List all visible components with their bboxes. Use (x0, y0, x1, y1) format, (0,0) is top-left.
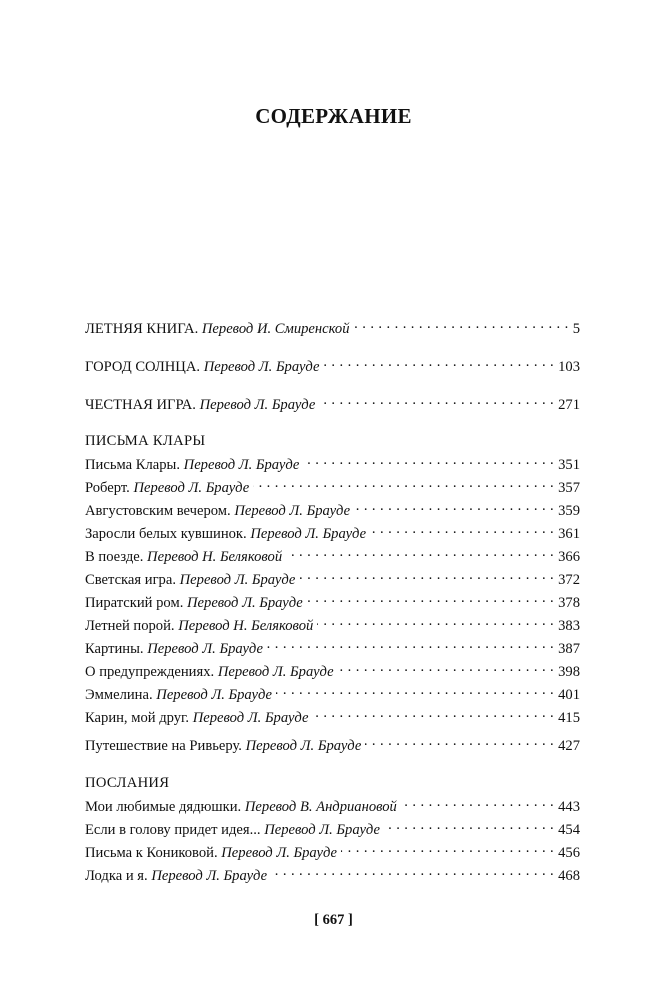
entry-translator: Перевод Л. Брауде (187, 595, 303, 611)
entry-translator: Перевод Л. Брауде (151, 868, 268, 884)
entry-page: 361 (558, 526, 580, 542)
entry-page: 372 (558, 572, 580, 588)
entry-title: Если в голову придет идея... (85, 822, 261, 838)
entry-translator: Перевод Л. Брауде (221, 845, 337, 861)
dot-leader (384, 820, 554, 834)
dot-leader (365, 736, 554, 750)
toc-entry[interactable] (85, 866, 580, 885)
entry-title: Пиратский ром. (85, 595, 184, 611)
entry-title: Картины. (85, 641, 144, 657)
entry-title: ГОРОД СОЛНЦА. (85, 359, 201, 375)
dot-leader (319, 395, 554, 409)
entry-title: Карин, мой друг. (85, 710, 190, 726)
entry-page: 357 (558, 480, 580, 496)
section-heading-messages: ПОСЛАНИЯ (85, 775, 170, 791)
entry-translator: Перевод Л. Брауде (245, 738, 362, 754)
entry-page: 387 (558, 641, 580, 657)
entry-page: 401 (558, 687, 580, 703)
toc-entry[interactable] (85, 478, 580, 497)
entry-title: Эммелина. (85, 687, 153, 703)
entry-translator: Перевод Л. Брауде (264, 822, 380, 838)
toc-entry[interactable] (85, 616, 580, 635)
dot-leader (312, 708, 554, 722)
dot-leader (354, 501, 554, 515)
dot-leader (323, 357, 554, 371)
entry-title: О предупреждениях. (85, 664, 215, 680)
entry-translator: Перевод Л. Брауде (250, 526, 367, 542)
toc-entry[interactable] (85, 736, 580, 755)
dot-leader (267, 639, 554, 653)
entry-title: ЧЕСТНАЯ ИГРА. (85, 397, 196, 413)
toc-entry-city-of-sun[interactable] (85, 357, 580, 376)
toc-entry[interactable] (85, 547, 580, 566)
dot-leader (317, 616, 554, 630)
section-heading-klara: ПИСЬМА КЛАРЫ (85, 433, 206, 449)
entry-title: Письма Клары. (85, 457, 180, 473)
entry-page: 351 (558, 457, 580, 473)
toc-entry[interactable] (85, 843, 580, 862)
entry-page: 454 (558, 822, 580, 838)
page-number: [ 667 ] (314, 912, 353, 928)
entry-page: 103 (558, 359, 580, 375)
entry-title: Роберт. (85, 480, 130, 496)
dot-leader (271, 866, 554, 880)
entry-page: 456 (558, 845, 580, 861)
entry-translator: Перевод Л. Брауде (217, 664, 334, 680)
dot-leader (276, 685, 554, 699)
entry-translator: Перевод Н. Беляковой (178, 618, 314, 634)
entry-translator: Перевод Л. Брауде (192, 710, 309, 726)
toc-entry[interactable] (85, 455, 580, 474)
dot-leader (341, 843, 554, 857)
entry-translator: Перевод В. Андриановой (244, 799, 397, 815)
entry-title: Письма к Кониковой. (85, 845, 218, 861)
dot-leader (286, 547, 554, 561)
dot-leader (370, 524, 554, 538)
entry-page: 415 (558, 710, 580, 726)
toc-entry[interactable] (85, 501, 580, 520)
entry-translator: Перевод Л. Брауде (156, 687, 273, 703)
toc-entry[interactable] (85, 639, 580, 658)
dot-leader (253, 478, 554, 492)
toc-entry[interactable] (85, 708, 580, 727)
dot-leader (401, 797, 554, 811)
entry-page: 427 (558, 738, 580, 754)
entry-page: 366 (558, 549, 580, 565)
toc-entry[interactable] (85, 797, 580, 816)
entry-page: 5 (572, 321, 580, 337)
entry-page: 378 (558, 595, 580, 611)
entry-translator: Перевод Л. Брауде (179, 572, 296, 588)
dot-leader (354, 319, 569, 333)
entry-translator: Перевод И. Смиренской (201, 321, 350, 337)
entry-title: В поезде. (85, 549, 144, 565)
dot-leader (307, 593, 554, 607)
entry-translator: Перевод Л. Брауде (183, 457, 300, 473)
dot-leader (338, 662, 555, 676)
toc-entry[interactable] (85, 662, 580, 681)
entry-translator: Перевод Л. Брауде (133, 480, 250, 496)
entry-translator: Перевод Л. Брауде (234, 503, 351, 519)
toc-entry-fair-game[interactable] (85, 395, 580, 414)
entry-page: 359 (558, 503, 580, 519)
toc-entry[interactable] (85, 820, 580, 839)
entry-translator: Перевод Н. Беляковой (147, 549, 283, 565)
entry-title: ЛЕТНЯЯ КНИГА. (85, 321, 199, 337)
entry-page: 468 (558, 868, 580, 884)
toc-entry-summer-book[interactable] (85, 319, 580, 338)
entry-title: Путешествие на Ривьеру. (85, 738, 242, 754)
page-title: СОДЕРЖАНИЕ (255, 104, 412, 128)
entry-translator: Перевод Л. Брауде (199, 397, 316, 413)
entry-page: 443 (558, 799, 580, 815)
toc-entry[interactable] (85, 570, 580, 589)
entry-translator: Перевод Л. Брауде (203, 359, 320, 375)
entry-title: Мои любимые дядюшки. (85, 799, 242, 815)
toc-entry[interactable] (85, 524, 580, 543)
entry-title: Светская игра. (85, 572, 176, 588)
dot-leader (303, 455, 554, 469)
entry-title: Летней порой. (85, 618, 175, 634)
entry-page: 271 (558, 397, 580, 413)
entry-page: 398 (558, 664, 580, 680)
entry-title: Августовским вечером. (85, 503, 231, 519)
entry-translator: Перевод Л. Брауде (147, 641, 263, 657)
entry-title: Лодка и я. (85, 868, 148, 884)
toc-entry[interactable] (85, 593, 580, 612)
entry-title: Заросли белых кувшинок. (85, 526, 247, 542)
toc-entry[interactable] (85, 685, 580, 704)
entry-page: 383 (558, 618, 580, 634)
dot-leader (299, 570, 554, 584)
